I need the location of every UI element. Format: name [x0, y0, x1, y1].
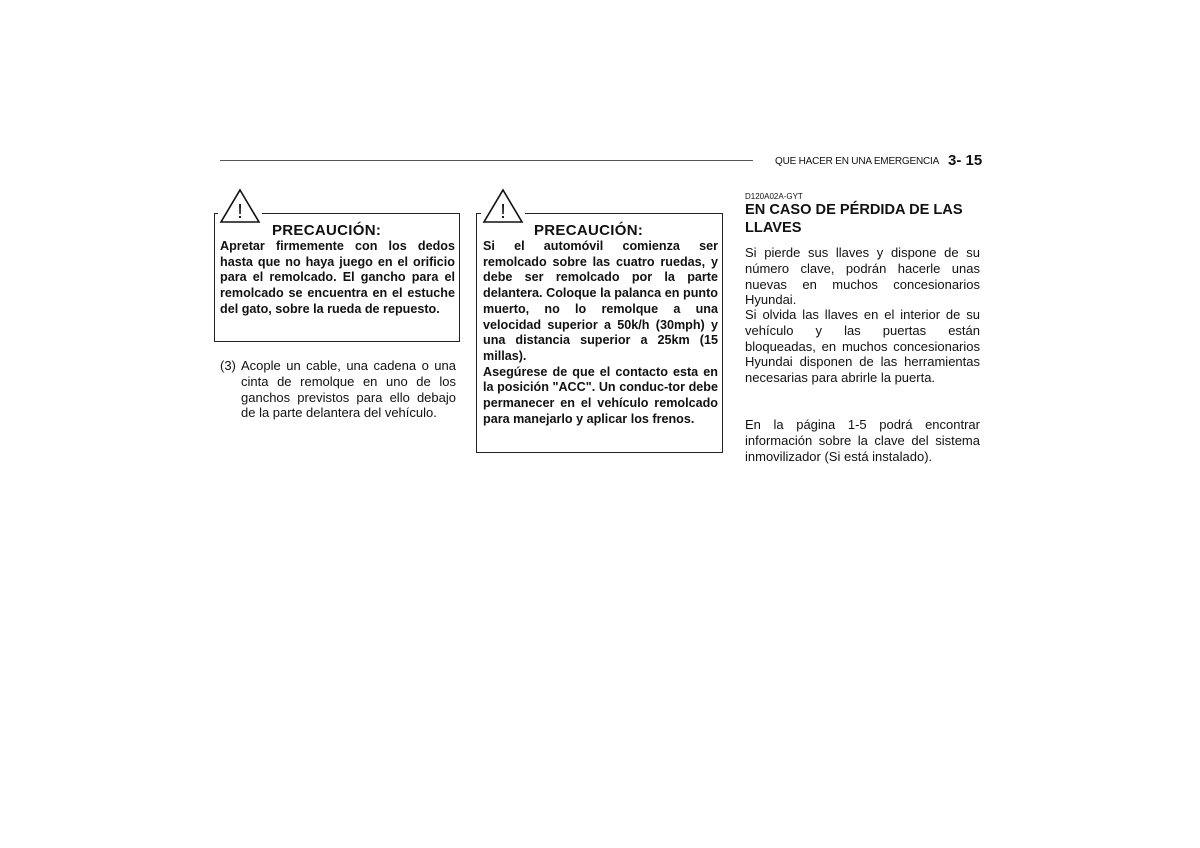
caution-text — [483, 239, 718, 427]
caution-paragraph: Asegúrese de que el contacto esta en la posición "ACC". Un conduc-tor debe permanecer en el vehículo remolcado para manejarlo y aplicar los frenos. — [483, 364, 718, 426]
svg-text:!: ! — [500, 201, 506, 223]
body-paragraph: Si pierde sus llaves y dispone de su número clave, podrán hacerle unas nuevas en muchos concesionarios Hyundai. — [745, 245, 980, 308]
header-divider — [220, 160, 753, 161]
warning-triangle-icon — [481, 188, 525, 224]
step-3 — [220, 358, 456, 421]
section-heading: EN CASO DE PÉRDIDA DE LAS LLAVES — [745, 202, 963, 236]
body-paragraph: Si olvida las llaves en el interior de su vehículo y las puertas están bloqueadas, en muchos concesionarios Hyundai disponen de las herramientas necesarias para abrirle la puerta. — [745, 307, 980, 386]
caution-text: Apretar firmemente con los dedos hasta que no haya juego en el orificio para el remolcado. El gancho para el remolcado se encuentra en el estuche del gato, sobre la rueda de repuesto. — [220, 239, 455, 316]
caution-box-towing — [476, 201, 723, 453]
svg-text:!: ! — [237, 201, 243, 223]
page-number: 3- 15 — [948, 152, 983, 169]
caution-title: PRECAUCIÓN: — [272, 222, 382, 239]
section-code: D120A02A-GYT — [745, 192, 803, 201]
header-section-title: QUE HACER EN UNA EMERGENCIA — [775, 156, 940, 167]
caution-title: PRECAUCIÓN: — [534, 222, 644, 239]
warning-triangle-icon — [218, 188, 262, 224]
body-paragraph: En la página 1-5 podrá encontrar información sobre la clave del sistema inmovilizador (Si está instalado). — [745, 417, 980, 464]
caution-box-tow-hook — [214, 201, 460, 342]
step-number: (3) — [220, 358, 236, 373]
step-text: Acople un cable, una cadena o una cinta de remolque en uno de los ganchos previstos para ello debajo de la parte delantera del vehículo. — [241, 358, 456, 421]
caution-paragraph: Si el automóvil comienza ser remolcado sobre las cuatro ruedas, y debe ser remolcado por la parte delantera. Coloque la palanca en punto muerto, no lo remolque a una velocidad superior a 50k/h (30mph) y una distancia superior a 25km (15 millas). — [483, 239, 718, 363]
